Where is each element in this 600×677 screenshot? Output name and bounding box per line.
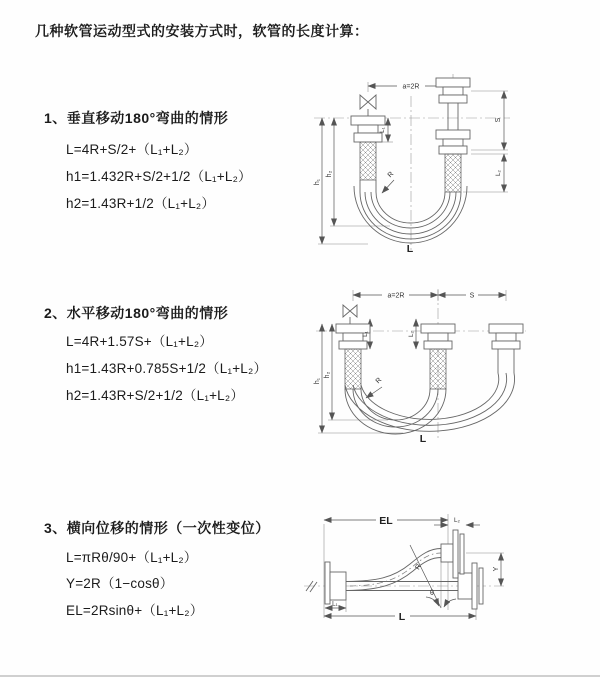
dimension-lines xyxy=(318,74,508,244)
curved-hose xyxy=(348,549,441,591)
dim-label-h2: h₂ xyxy=(324,371,331,379)
middle-pipe xyxy=(421,324,455,389)
hose-arcs xyxy=(354,186,467,243)
dim-label-s: S xyxy=(495,117,502,123)
dim-label-y: Y xyxy=(493,566,500,572)
right-pipe xyxy=(436,78,470,192)
formula-h2-2: h2=1.43R+S/2+1/2（L₁+L₂） xyxy=(66,388,245,403)
length-label: L xyxy=(398,611,406,623)
dim-label-h1: h₁ xyxy=(314,377,321,385)
angle-label: θ xyxy=(430,590,434,597)
radius-label: R xyxy=(374,376,384,386)
formula-L-1: L=4R+S/2+（L₁+L₂） xyxy=(66,142,198,157)
dim-label-l1: L₁ xyxy=(362,331,369,337)
section-1-heading: 1、垂直移动180°弯曲的情形 xyxy=(44,110,229,126)
formula-h2-1: h2=1.43R+1/2（L₁+L₂） xyxy=(66,196,216,211)
formula-L-2: L=4R+1.57S+（L₁+L₂） xyxy=(66,334,213,349)
dim-label-s: S xyxy=(469,292,475,300)
dim-label-l2: L₂ xyxy=(495,170,502,176)
length-label: L xyxy=(419,433,427,445)
dim-label-h2: h₂ xyxy=(326,170,333,178)
dim-label-width: a=2R xyxy=(387,292,405,300)
formula-L-3: L=πRθ/90+（L₁+L₂） xyxy=(66,550,198,565)
dim-label-h1: h₁ xyxy=(314,178,321,186)
centerlines xyxy=(314,96,510,250)
section-3-heading: 3、横向位移的情形（一次性变位） xyxy=(44,520,270,536)
formula-h1-1: h1=1.432R+S/2+1/2（L₁+L₂） xyxy=(66,169,252,184)
diagram-horizontal-180-bend xyxy=(308,281,548,446)
page-title: 几种软管运动型式的安装方式时，软管的长度计算： xyxy=(35,23,369,39)
radius-label: R xyxy=(386,170,396,180)
radius-label: R xyxy=(414,563,424,572)
left-flange xyxy=(325,562,346,604)
formula-Y-3: Y=2R（1−cosθ） xyxy=(66,576,174,591)
dim-label-l1: L₁ xyxy=(379,127,386,133)
dim-label-el: EL xyxy=(379,515,393,527)
diagram-lateral-displacement xyxy=(298,500,568,648)
top-flange xyxy=(441,530,464,578)
right-pipe xyxy=(489,324,523,373)
formula-EL-3: EL=2Rsinθ+（L₁+L₂） xyxy=(66,603,204,618)
length-label: L xyxy=(406,243,414,255)
dim-label-l2: L₂ xyxy=(408,331,415,337)
section-2-heading: 2、水平移动180°弯曲的情形 xyxy=(44,305,229,321)
dim-label-width: a=2R xyxy=(402,83,420,91)
dim-label-l2: L₂ xyxy=(454,517,460,524)
formula-h1-2: h1=1.43R+0.785S+1/2（L₁+L₂） xyxy=(66,361,268,376)
valve-symbol xyxy=(360,95,376,116)
diagram-vertical-180-bend xyxy=(298,70,528,255)
valve-symbol xyxy=(343,305,357,324)
dim-label-l1: L₁ xyxy=(332,600,338,608)
